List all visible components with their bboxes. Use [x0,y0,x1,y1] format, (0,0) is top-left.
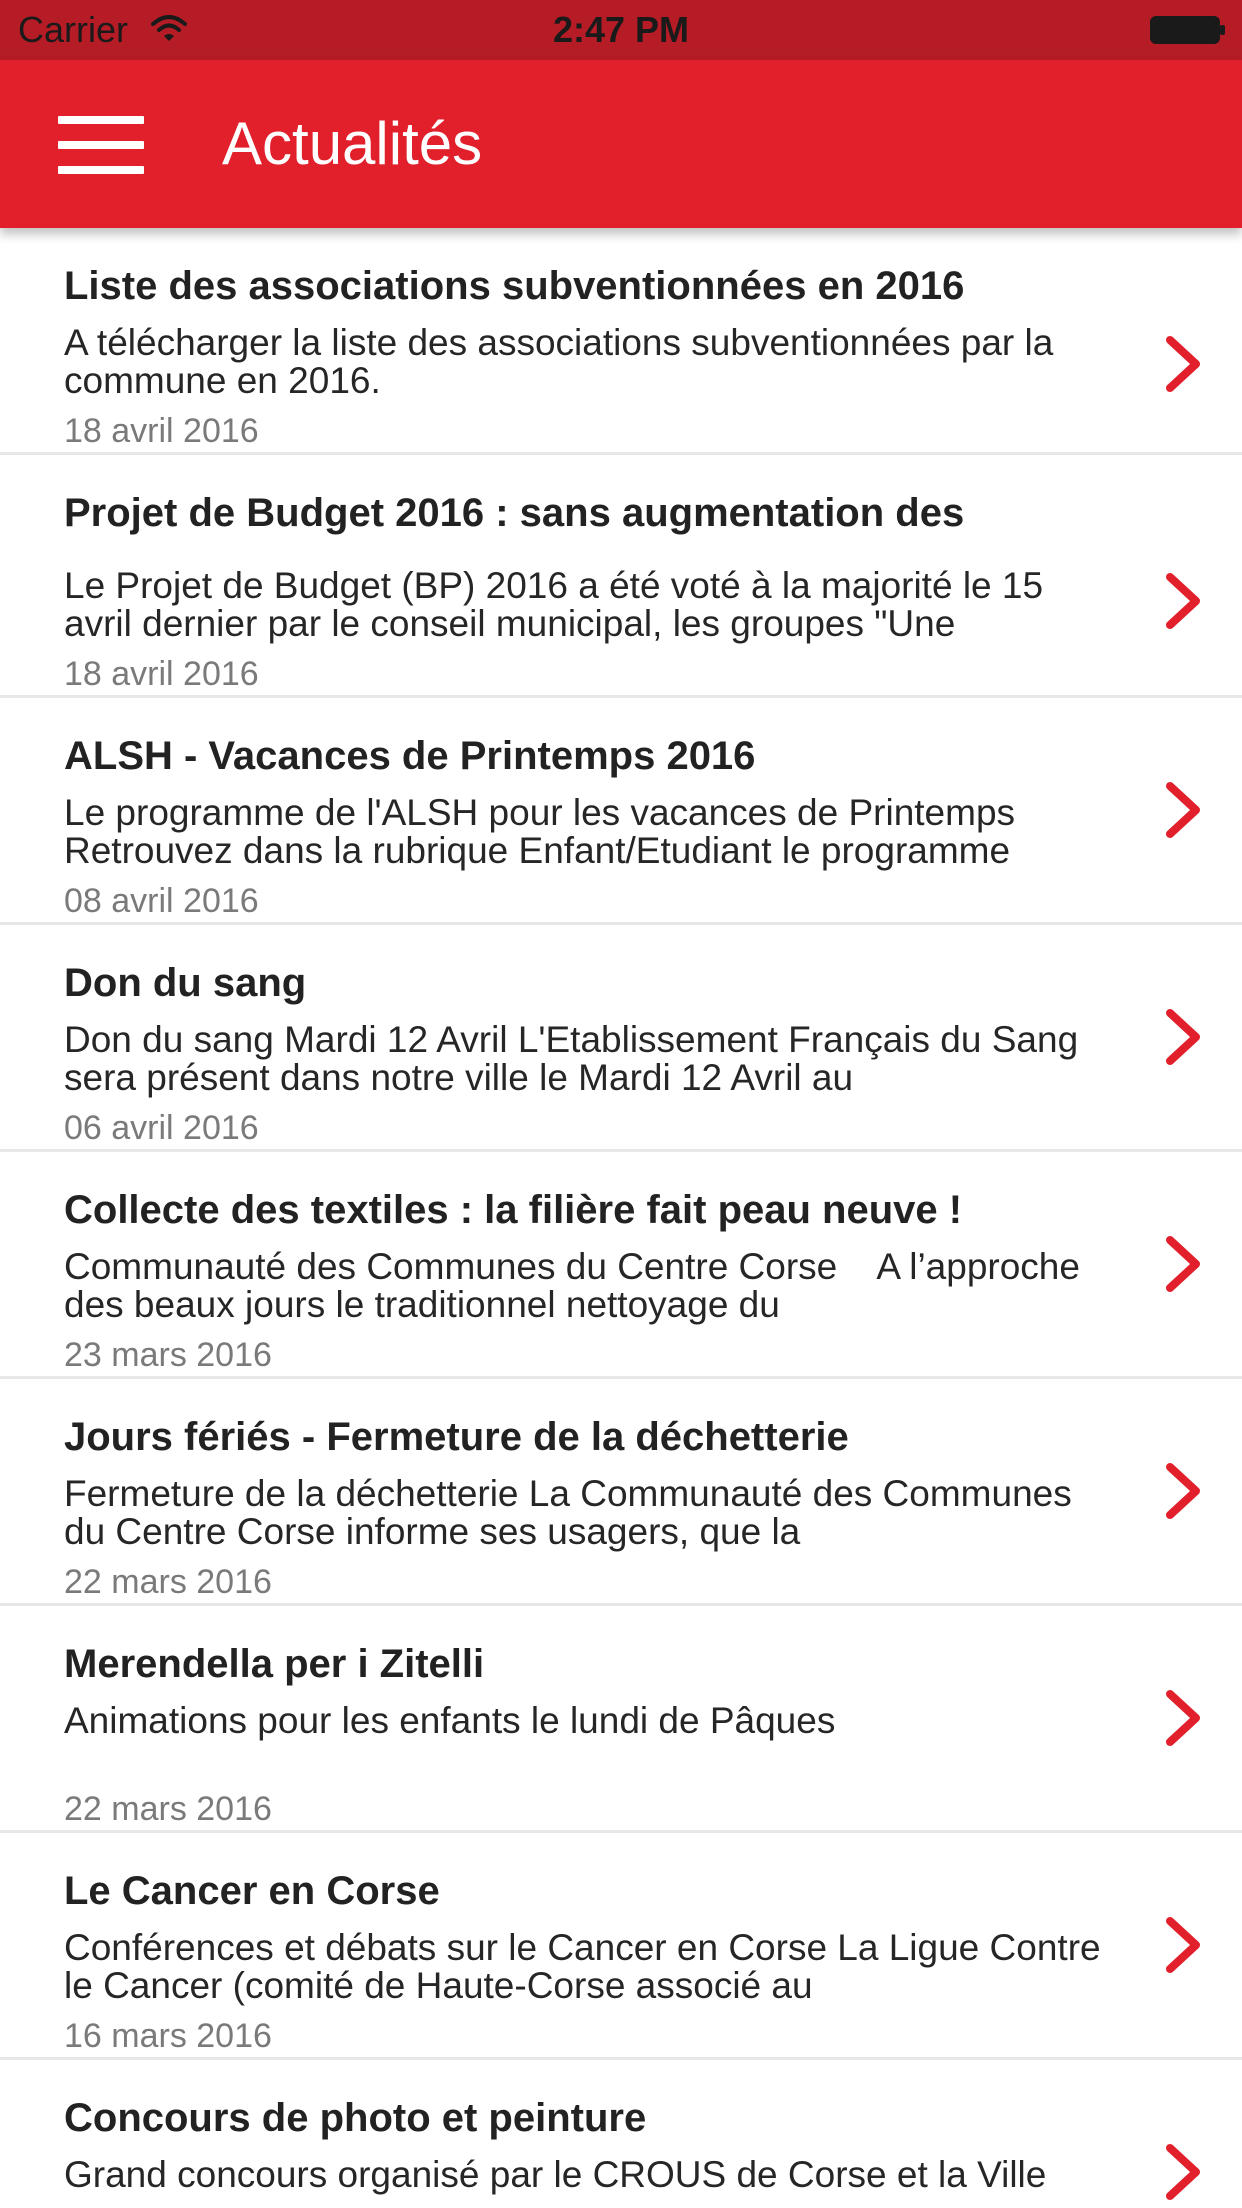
news-list-item[interactable] [0,228,1242,455]
news-list-item[interactable] [0,1379,1242,1606]
news-list-item[interactable] [0,698,1242,925]
news-list-item[interactable] [0,1606,1242,1833]
news-list-item[interactable] [0,925,1242,1152]
news-date: 18 avril 2016 [64,412,259,450]
news-title: Le Cancer en Corse [64,1869,440,1913]
news-title: Liste des associations subventionnées en 2016 [64,264,965,308]
news-list-item[interactable] [0,1152,1242,1379]
news-date: 16 mars 2016 [64,2017,272,2055]
battery-icon [1150,16,1226,44]
news-date: 22 mars 2016 [64,1790,272,1828]
chevron-right-icon [1160,2142,1206,2202]
chevron-right-icon [1160,571,1206,631]
news-title: Concours de photo et peinture [64,2096,647,2140]
chevron-right-icon [1160,1688,1206,1748]
news-date: 18 avril 2016 [64,655,259,693]
chevron-right-icon [1160,1915,1206,1975]
news-list [0,228,1242,2208]
news-date: 23 mars 2016 [64,1336,272,1374]
news-excerpt: Le Projet de Budget (BP) 2016 a été voté à la majorité le 15 avril dernier par le conseil municipal, les groupes "Une [64,567,1044,644]
news-title: Jours fériés - Fermeture de la déchetterie [64,1415,849,1459]
news-list-item[interactable] [0,1833,1242,2060]
news-excerpt: Le programme de l'ALSH pour les vacances de Printemps Retrouvez dans la rubrique Enfant/Etudiant le programme [64,794,1016,871]
news-title: Collecte des textiles : la filière fait peau neuve ! [64,1188,963,1232]
news-date: 06 avril 2016 [64,1109,259,1147]
news-excerpt: Fermeture de la déchetterie La Communauté des Communes du Centre Corse informe ses usagers, que la [64,1475,1072,1552]
chevron-right-icon [1160,780,1206,840]
chevron-right-icon [1160,1234,1206,1294]
news-date: 22 mars 2016 [64,1563,272,1601]
news-excerpt: Grand concours organisé par le CROUS de Corse et la Ville [64,2156,1047,2195]
news-excerpt: Conférences et débats sur le Cancer en Corse La Ligue Contre le Cancer (comité de Haute-Corse associé au [64,1929,1101,2006]
hamburger-menu-icon[interactable] [58,116,144,174]
news-list-item[interactable] [0,455,1242,698]
chevron-right-icon [1160,334,1206,394]
news-list-item[interactable] [0,2060,1242,2208]
news-excerpt: Communauté des Communes du Centre Corse A l’approche des beaux jours le traditionnel nettoyage du [64,1248,1091,1325]
news-excerpt: A télécharger la liste des associations subventionnées par la commune en 2016. [64,324,1054,401]
news-excerpt: Animations pour les enfants le lundi de Pâques [64,1702,836,1741]
navigation-bar [0,60,1242,228]
chevron-right-icon [1160,1461,1206,1521]
news-title: Don du sang [64,961,307,1005]
status-time: 2:47 PM [552,9,690,50]
chevron-right-icon [1160,1007,1206,1067]
news-excerpt: Don du sang Mardi 12 Avril L'Etablissement Français du Sang sera présent dans notre ville le Mardi 12 Avril au [64,1021,1079,1098]
news-title: Merendella per i Zitelli [64,1642,485,1686]
carrier-label: Carrier [18,9,129,50]
news-title: ALSH - Vacances de Printemps 2016 [64,734,756,778]
news-date: 08 avril 2016 [64,882,259,920]
page-title: Actualités [222,110,483,177]
news-title: Projet de Budget 2016 : sans augmentation des [64,491,965,535]
status-bar [0,0,1242,60]
